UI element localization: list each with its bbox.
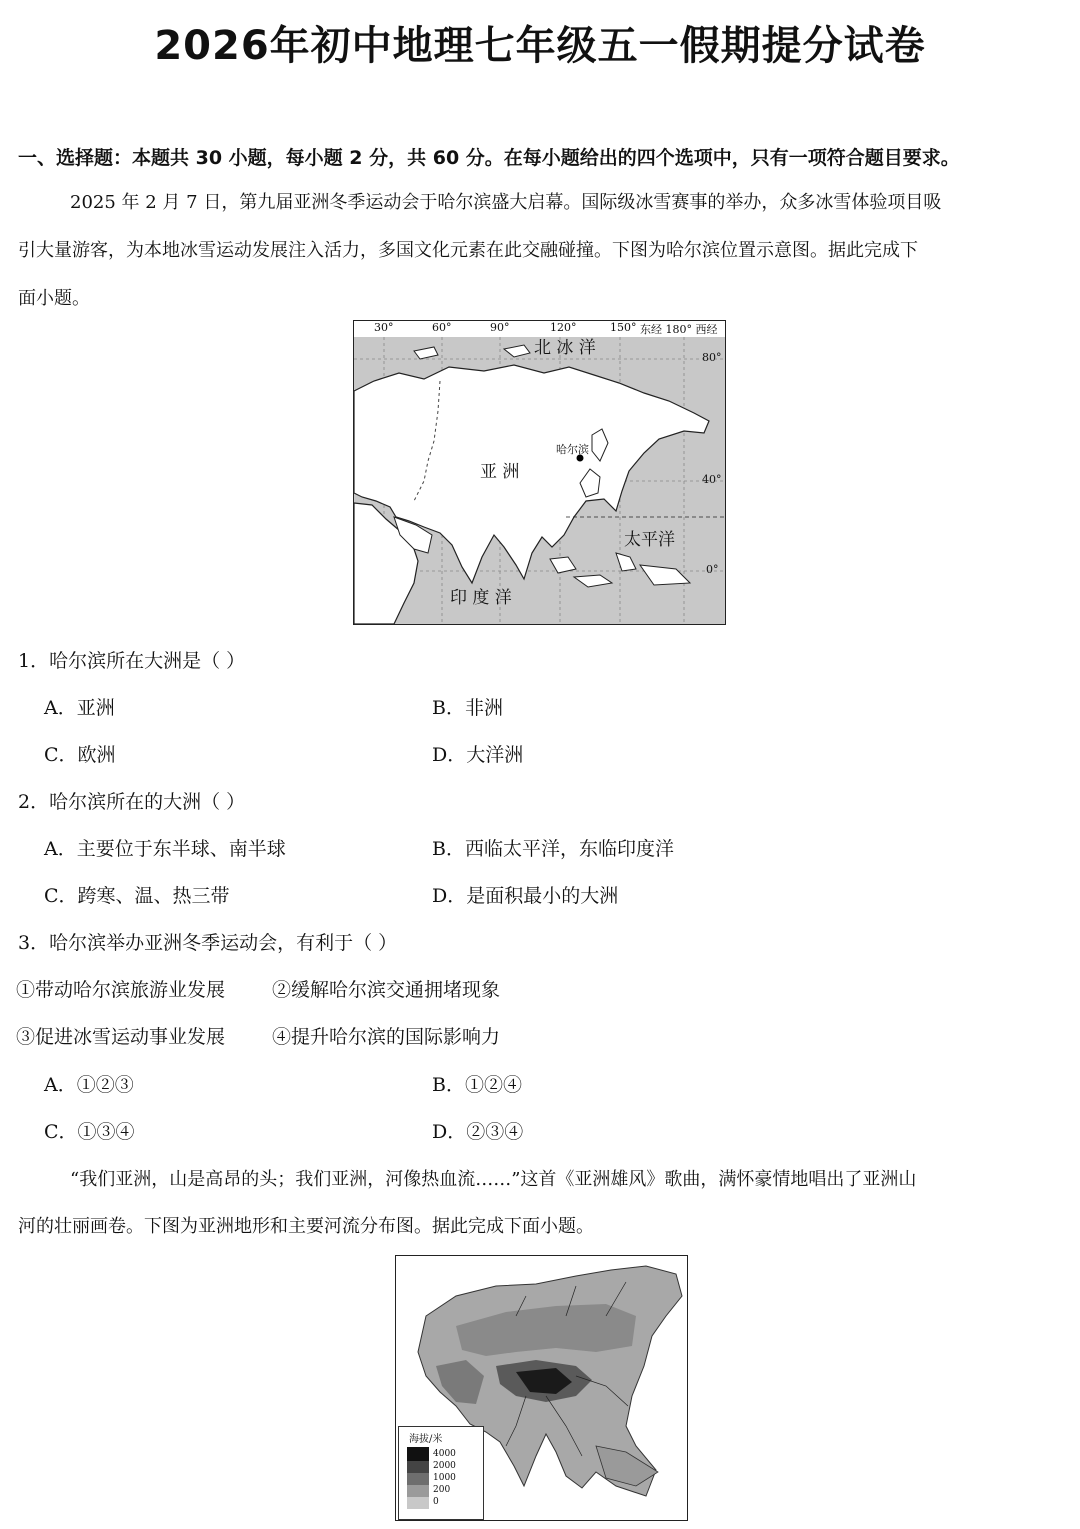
lon-label-90: 90° [490,321,510,334]
q3-option-a[interactable]: A．①②③ [44,1074,134,1096]
passage2-line2: 河的壮丽画卷。下图为亚洲地形和主要河流分布图。据此完成下面小题。 [18,1216,594,1237]
harbin-label: 哈尔滨 [556,443,589,456]
q2-stem: 2．哈尔滨所在的大洲（ ） [18,791,246,813]
lat-label-40: 40° [702,473,722,486]
legend-swatch-4000 [407,1447,429,1461]
q3-item-4: ④提升哈尔滨的国际影响力 [272,1026,501,1048]
legend-value-0: 0 [433,1497,439,1507]
q2-option-c[interactable]: C．跨寒、温、热三带 [44,885,230,907]
lat-label-80: 80° [702,351,722,364]
q2-option-d[interactable]: D．是面积最小的大洲 [432,885,619,907]
map1-graphic [354,321,725,624]
q3-option-b[interactable]: B．①②④ [432,1074,522,1096]
q3-item-1: ①带动哈尔滨旅游业发展 [16,979,226,1001]
legend-swatch-0 [407,1497,429,1509]
passage2-line1: “我们亚洲，山是高昂的头；我们亚洲，河像热血流……”这首《亚洲雄风》歌曲，满怀豪情地唱出了亚洲山 [70,1169,917,1190]
q1-stem: 1．哈尔滨所在大洲是（ ） [18,650,246,672]
asia-label: 亚 洲 [480,462,520,482]
lat-label-0: 0° [706,563,719,576]
q1-option-c[interactable]: C．欧洲 [44,744,116,766]
legend-value-4000: 4000 [433,1449,456,1459]
q3-stem: 3．哈尔滨举办亚洲冬季运动会，有利于（ ） [18,932,398,954]
legend-value-1000: 1000 [433,1473,456,1483]
passage1-line2: 引大量游客，为本地冰雪运动发展注入活力，多国文化元素在此交融碰撞。下图为哈尔滨位置示意图。据此完成下 [18,240,918,261]
lon-label-180: 东经 180° 西经 [640,323,718,336]
legend-swatch-1000 [407,1473,429,1485]
lon-label-150: 150° [610,321,637,334]
legend-title: 海拔/米 [409,1434,443,1445]
legend-value-2000: 2000 [433,1461,456,1471]
passage1-line1: 2025 年 2 月 7 日，第九届亚洲冬季运动会于哈尔滨盛大启幕。国际级冰雪赛事的举办，众多冰雪体验项目吸 [70,192,942,213]
q3-option-c[interactable]: C．①③④ [44,1121,135,1143]
q1-option-d[interactable]: D．大洋洲 [432,744,524,766]
q3-item-2: ②缓解哈尔滨交通拥堵现象 [272,979,501,1001]
asia-terrain-map [395,1255,688,1521]
q3-item-3: ③促进冰雪运动事业发展 [16,1026,226,1048]
passage1-line3: 面小题。 [18,288,90,309]
legend-swatch-2000 [407,1461,429,1473]
q2-option-a[interactable]: A．主要位于东半球、南半球 [44,838,286,860]
page-title: 2026年初中地理七年级五一假期提分试卷 [154,23,926,69]
section-heading: 一、选择题：本题共 30 小题，每小题 2 分，共 60 分。在每小题给出的四个选项中，只有一项符合题目要求。 [18,147,960,169]
q1-option-a[interactable]: A．亚洲 [44,697,115,719]
lon-label-60: 60° [432,321,452,334]
lon-label-30: 30° [374,321,394,334]
arctic-ocean-label: 北 冰 洋 [534,338,596,358]
legend-swatch-200 [407,1485,429,1497]
indian-ocean-label: 印 度 洋 [450,588,512,608]
q2-option-b[interactable]: B．西临太平洋，东临印度洋 [432,838,674,860]
q1-option-b[interactable]: B．非洲 [432,697,503,719]
harbin-location-map [353,320,726,625]
legend-value-200: 200 [433,1485,451,1495]
pacific-ocean-label: 太平洋 [624,530,675,550]
q3-option-d[interactable]: D．②③④ [432,1121,524,1143]
elevation-legend [398,1426,484,1520]
lon-label-120: 120° [550,321,577,334]
